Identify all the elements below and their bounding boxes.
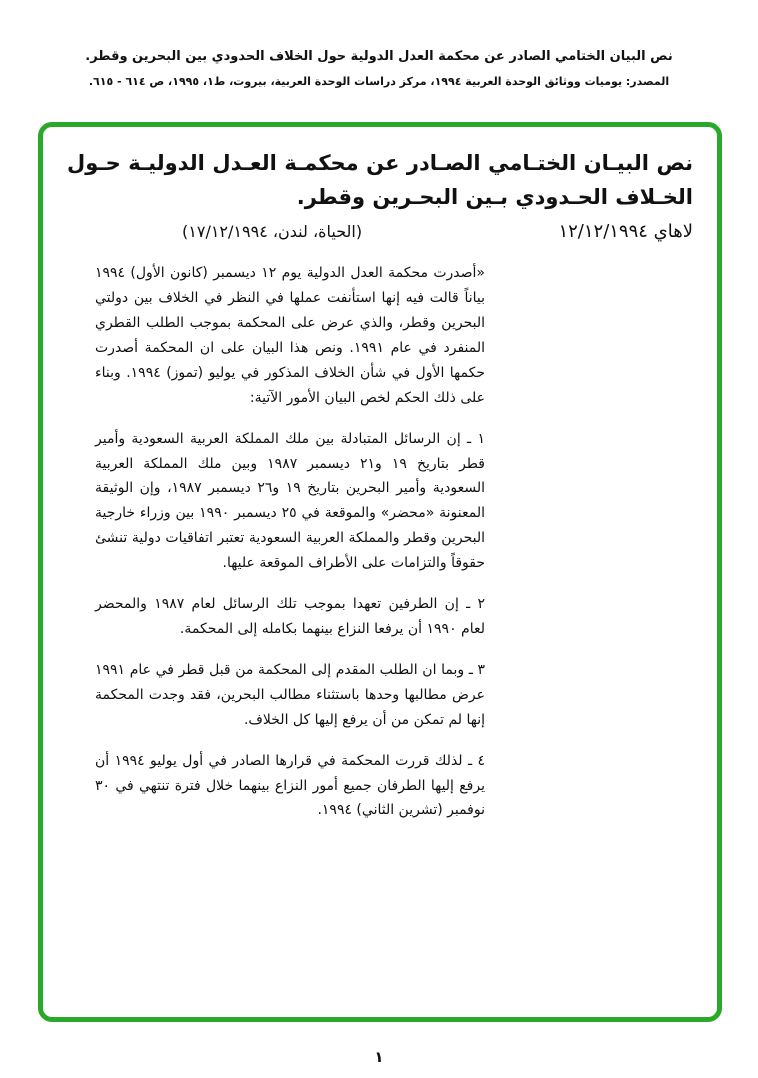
page-footer (0, 1047, 758, 1066)
document-title: نص البيـان الختـامي الصـادر عن محكمـة العـدل الدوليـة حـول الخـلاف الحـدودي بـين البحـرين وقطر. (67, 151, 693, 209)
dateline-location: لاهاي ١٢/١٢/١٩٩٤ (558, 221, 693, 243)
header-title: نص البيان الختامي الصادر عن محكمة العدل الدولية حول الخلاف الحدودي بين البحرين وقطر. (85, 49, 673, 64)
document-body (95, 261, 485, 823)
dateline-source: (الحياة، لندن، ١٧/١٢/١٩٩٤) (182, 222, 363, 242)
page-number: ١ (374, 1048, 384, 1066)
page-header (0, 0, 758, 88)
paragraph-item-1: ١ ـ إن الرسائل المتبادلة بين ملك المملكة العربية السعودية وأمير قطر بتاريخ ١٩ و٢١ ديسمبر ١٩٨٧ وبين ملك المملكة العربية السعودية وأمير البحرين بتاريخ ١٩ و٢٦ ديسمبر ١٩٨٧، وإن الوثيقة المعنونة «محضر» والموقعة في ٢٥ ديسمبر ١٩٩٠ بين وزراء خارجية البحرين وقطر والمملكة العربية السعودية تعتبر اتفاقيات دولية تنشئ حقوقاً والتزامات على الأطراف الموقعة عليها. (95, 430, 485, 572)
paragraph-intro: «أصدرت محكمة العدل الدولية يوم ١٢ ديسمبر (كانون الأول) ١٩٩٤ بياناً قالت فيه إنها استأنفت عملها في النظر في الخلاف بين دولتي البحرين وقطر، والذي عرض على المحكمة بموجب الطلب القطري المنفرد في عام ١٩٩١. ونص هذا البيان على ان المحكمة أصدرت حكمها الأول في شأن الخلاف المذكور في يوليو (تموز) ١٩٩٤. وبناء على ذلك الحكم لخص البيان الأمور الآتية: (95, 265, 485, 406)
paragraph-item-3: ٣ ـ وبما ان الطلب المقدم إلى المحكمة من قبل قطر في عام ١٩٩١ عرض مطالبها وحدها باستثناء مطالب البحرين، فقد وجدت المحكمة إنها لم تمكن من أن يرفع إليها كل الخلاف. (95, 661, 485, 728)
document-frame (38, 122, 722, 1022)
paragraph-item-4: ٤ ـ لذلك قررت المحكمة في قرارها الصادر في أول يوليو ١٩٩٤ أن يرفع إليها الطرفان جميع أمور النزاع بينهما خلال فترة تنتهي في ٣٠ نوفمبر (تشرين الثاني) ١٩٩٤. (95, 752, 485, 819)
paragraph-item-2: ٢ ـ إن الطرفين تعهدا بموجب تلك الرسائل لعام ١٩٨٧ والمحضر لعام ١٩٩٠ أن يرفعا النزاع بينهما بكامله إلى المحكمة. (95, 596, 485, 637)
dateline (67, 218, 693, 245)
header-source-line: المصدر: يوميات ووثائق الوحدة العربية ١٩٩٤، مركز دراسات الوحدة العربية، بيروت، ط١، ١٩٩٥، ص ٦١٤ - ٦١٥. (88, 75, 670, 89)
